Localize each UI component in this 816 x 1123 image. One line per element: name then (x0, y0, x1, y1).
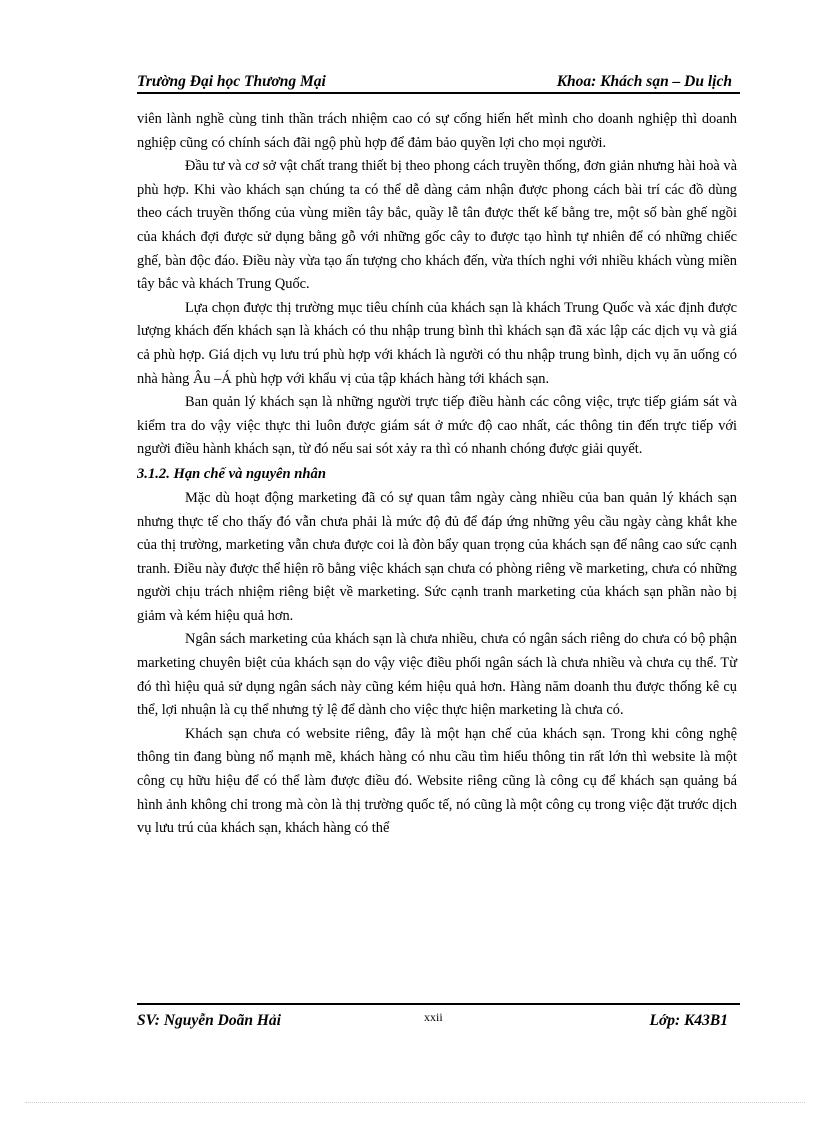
page-number: xxii (424, 1010, 443, 1024)
paragraph-1: viên lành nghề cùng tinh thần trách nhiệm cao có sự cống hiến hết mình cho doanh nghiệp thì doanh nghiệp cũng có chính sách đãi ngộ phù hợp để đảm bảo quyền lợi cho mọi người. (137, 111, 737, 151)
header-university: Trường Đại học Thương Mại (137, 73, 326, 90)
footer-student: SV: Nguyễn Doãn Hải (137, 1012, 281, 1029)
paragraph-6: Ngân sách marketing của khách sạn là chưa nhiều, chưa có ngân sách riêng do chưa có bộ phận marketing chuyên biệt của khách sạn do vậy việc điều phối ngân sách là chưa nhiều và chưa cụ thể. Từ đó thì hiệu quả sử dụng ngân sách này cũng kém hiệu quả hơn. Hàng năm doanh thu được thống kê cụ thể, lợi nhuận là cụ thể nhưng tỷ lệ để dành cho việc thực hiện marketing là chưa có. (137, 631, 737, 719)
paragraph-3: Lựa chọn được thị trường mục tiêu chính của khách sạn là khách Trung Quốc và xác định được lượng khách đến khách sạn là khách có thu nhập trung bình thì khách sạn đã xác lập các dịch vụ và giá cả phù hợp. Giá dịch vụ lưu trú phù hợp với khách là người có thu nhập trung bình, dịch vụ ăn uống có nhà hàng Âu –Á phù hợp với khẩu vị của tập khách hàng tới khách sạn. (137, 299, 737, 387)
page-body (137, 108, 737, 841)
section-heading: 3.1.2. Hạn chế và nguyên nhân (137, 465, 326, 482)
header-rule (137, 92, 740, 94)
paragraph-5: Mặc dù hoạt động marketing đã có sự quan tâm ngày càng nhiều của ban quản lý khách sạn nhưng thực tế cho thấy đó vẫn chưa phải là mức độ đủ để đáp ứng những yêu cầu ngày càng khắt khe của thị trường, marketing vẫn chưa được coi là đòn bẩy quan trọng của khách sạn để nâng cao sức cạnh tranh. Điều này được thể hiện rõ bằng việc khách sạn chưa có phòng riêng về marketing, chưa có những người chịu trách nhiệm riêng biệt về marketing. Sức cạnh tranh marketing của khách sạn phần nào bị giảm và kém hiệu quả hơn. (137, 489, 737, 624)
footer-rule (137, 1003, 740, 1005)
footer-class: Lớp: K43B1 (649, 1012, 728, 1029)
page-edge-divider (25, 1102, 805, 1103)
header-faculty: Khoa: Khách sạn – Du lịch (556, 73, 732, 90)
paragraph-4: Ban quản lý khách sạn là những người trực tiếp điều hành các công việc, trực tiếp giám sát và kiểm tra do vậy việc thực thi luôn được giám sát ở mức độ cao nhất, các thông tin đến trực tiếp với người điều hành khách sạn, từ đó nếu sai sót xảy ra thì có nhanh chóng được giải quyết. (137, 394, 737, 458)
paragraph-7: Khách sạn chưa có website riêng, đây là một hạn chế của khách sạn. Trong khi công nghệ thông tin đang bùng nổ mạnh mẽ, khách hàng có nhu cầu tìm hiểu thông tin rất lớn thì website là một công cụ hữu hiệu để có thể làm được điều đó. Website riêng cũng là công cụ để khách sạn quảng bá hình ảnh không chỉ trong mà còn là thị trường quốc tế, nó cũng là một công cụ trong việc đặt trước dịch vụ lưu trú của khách sạn, khách hàng có thể (137, 725, 737, 837)
page-header (137, 70, 740, 94)
paragraph-2: Đầu tư và cơ sở vật chất trang thiết bị theo phong cách truyền thống, đơn giản nhưng hài hoà và phù hợp. Khi vào khách sạn chúng ta có thể dễ dàng cảm nhận được phong cách bài trí các đồ dùng theo cách truyền thống của vùng miền tây bắc, quầy lễ tân được thết kế bằng tre, một số bàn ghế ngồi của khách đợi được sử dụng bằng gỗ với những gốc cây to được tạo hình tự nhiên để có những chiếc ghế, bàn độc đáo. Điều này vừa tạo ấn tượng cho khách đến, vừa thích nghi với nhiều khách vùng miền tây bắc và khách Trung Quốc. (137, 158, 737, 293)
page-footer (137, 1010, 740, 1034)
